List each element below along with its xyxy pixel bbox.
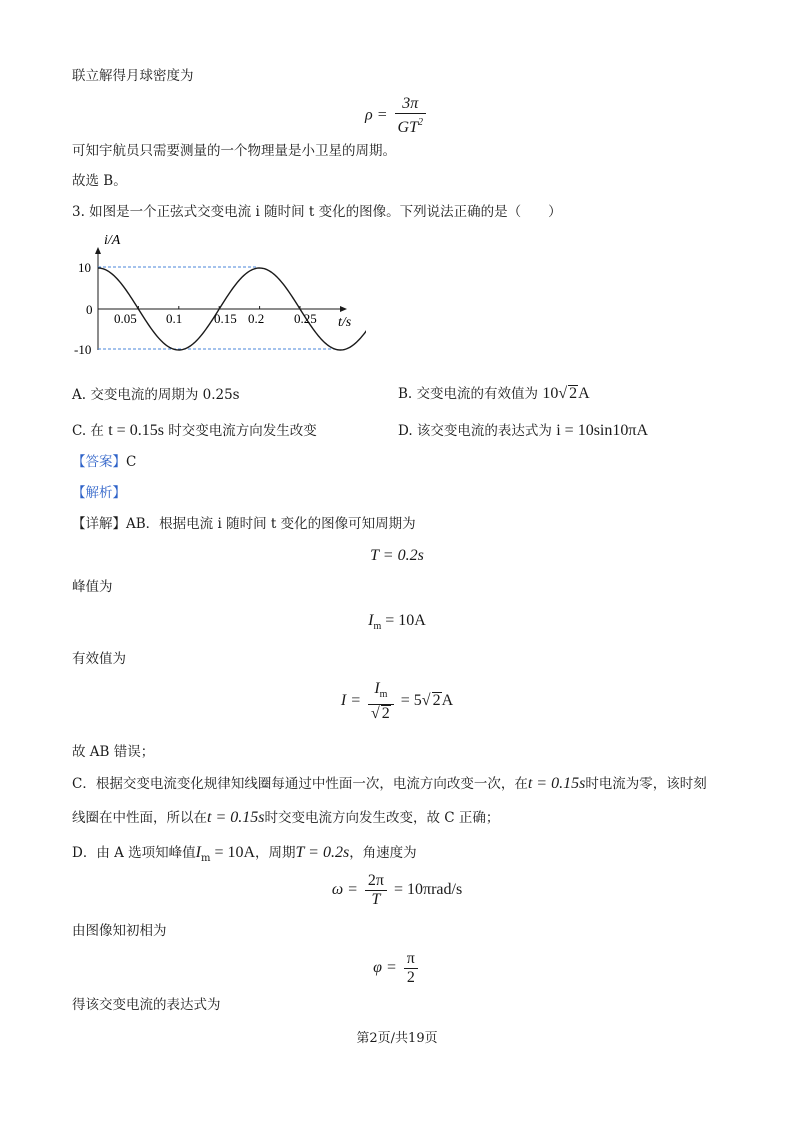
text-line: 峰值为 xyxy=(72,579,113,595)
c2-pre: 线圈在中性面，所以在 xyxy=(72,810,207,826)
period-equation: T = 0.2s xyxy=(370,547,424,564)
sqrt-content: 2 xyxy=(381,705,390,722)
d-post: ，角速度为 xyxy=(349,845,417,861)
eq-rhs-pre: = 5 xyxy=(400,692,422,710)
x-axis-label: t/s xyxy=(338,315,352,330)
text-line: 有效值为 xyxy=(72,651,126,667)
option-c-post: 时交变电流方向发生改变 xyxy=(168,423,317,439)
question-3: 3. 如图是一个正弦式交变电流 i 随时间 t 变化的图像。下列说法正确的是（ ） xyxy=(72,204,562,220)
eq-lhs: ρ = xyxy=(365,106,388,124)
fraction xyxy=(365,872,387,909)
denominator: T xyxy=(371,891,381,908)
denominator: 2 xyxy=(406,969,415,986)
analysis-line xyxy=(72,484,126,502)
option-b-math: 10√ 2A xyxy=(542,385,590,402)
text-line: 故选 B。 xyxy=(72,173,127,189)
analysis-tag: 【解析】 xyxy=(72,485,126,501)
density-equation xyxy=(0,95,794,137)
text-line: 得该交变电流的表达式为 xyxy=(72,997,221,1013)
eq-lhs: φ = xyxy=(373,959,397,977)
d-I: I xyxy=(195,844,201,861)
text-line xyxy=(72,809,499,827)
text-line: 联立解得月球密度为 xyxy=(72,68,194,84)
peak-equation xyxy=(0,612,794,632)
eq-rest: = 10A xyxy=(381,612,426,629)
d-sub: m xyxy=(200,853,211,864)
c2-math: t = 0.15s xyxy=(207,809,265,826)
c-pre: C．根据交变电流变化规律知线圈每通过中性面一次，电流方向改变一次，在 xyxy=(72,776,528,792)
option-b-text: B. 交变电流的有效值为 xyxy=(398,386,539,402)
answer-tag: 【答案】 xyxy=(72,454,126,470)
numerator: 2π xyxy=(365,872,387,891)
y-tick-neg10: -10 xyxy=(74,342,92,357)
option-c xyxy=(72,422,317,440)
detail-text: AB．根据电流 i 随时间 t 变化的图像可知周期为 xyxy=(126,516,416,532)
d-math1: = 10A xyxy=(210,844,256,861)
text-line xyxy=(72,844,417,868)
den-sup: 2 xyxy=(417,117,423,128)
y-axis-label: i/A xyxy=(104,233,121,248)
d-mid: ，周期 xyxy=(255,845,296,861)
eq-lhs: ω = xyxy=(331,881,358,899)
text-line: 由图像知初相为 xyxy=(72,923,167,939)
option-a: A. 交变电流的周期为 0.25s xyxy=(72,387,240,403)
answer-value: C xyxy=(126,454,137,470)
x-tick-label: 0.05 xyxy=(114,311,137,326)
x-tick-label: 0.15 xyxy=(214,311,237,326)
y-tick-10: 10 xyxy=(78,260,91,275)
text-line: 可知宇航员只需要测量的一个物理量是小卫星的周期。 xyxy=(72,143,396,159)
option-c-pre: C. 在 xyxy=(72,423,104,439)
answer-line xyxy=(72,453,136,471)
fraction xyxy=(368,680,394,723)
page-footer: 第2页/共19页 xyxy=(356,1031,438,1046)
c2-post: 时交变电流方向发生改变，故 C 正确； xyxy=(264,810,500,826)
option-d-pre: D. 该交变电流的表达式为 xyxy=(398,423,552,439)
option-d xyxy=(398,422,648,440)
c-post: 时电流为零，该时刻 xyxy=(585,776,707,792)
num-I: I xyxy=(374,680,380,697)
current-time-chart xyxy=(66,230,366,365)
phase-equation xyxy=(0,950,794,987)
detail-tag: 【详解】 xyxy=(72,516,126,532)
den-text: GT xyxy=(397,119,418,136)
x-tick-label: 0.1 xyxy=(166,311,183,326)
y-tick-0: 0 xyxy=(86,302,93,317)
text-line xyxy=(72,775,707,793)
sqrt-content: 2 xyxy=(569,385,578,402)
fraction xyxy=(395,95,426,137)
eq-rhs: = 10πrad/s xyxy=(393,881,463,899)
fraction xyxy=(404,950,418,987)
x-tick-label: 0.25 xyxy=(294,311,317,326)
text-line: 故 AB 错误； xyxy=(72,744,155,760)
c-math: t = 0.15s xyxy=(527,775,586,792)
option-c-math: t = 0.15s xyxy=(108,422,164,439)
eq-sub: m xyxy=(373,621,382,632)
denominator xyxy=(395,114,426,137)
num-sub: m xyxy=(379,689,388,700)
sqrt-content: 2 xyxy=(432,692,441,710)
detail-line xyxy=(72,515,416,533)
numerator: 3π xyxy=(395,95,426,114)
effective-equation: I = $\frac{I_m}{√ 2}$ = 5√ 2A xyxy=(340,680,454,722)
numerator: π xyxy=(404,950,418,969)
option-d-math: i = 10sin10πA xyxy=(556,422,649,439)
numerator xyxy=(368,680,394,705)
math-pre: 10 xyxy=(542,385,559,402)
math-post: A xyxy=(578,385,590,402)
eq-I: I xyxy=(368,612,374,629)
d-pre: D．由 A 选项知峰值 xyxy=(72,845,196,861)
omega-equation xyxy=(0,872,794,909)
eq-lhs: I = xyxy=(340,692,361,710)
denominator: √ 2 xyxy=(370,705,390,722)
x-tick-label: 0.2 xyxy=(248,311,265,326)
eq-rhs-post: A xyxy=(441,692,454,710)
d-math2: T = 0.2s xyxy=(295,844,350,861)
option-b xyxy=(398,385,590,403)
